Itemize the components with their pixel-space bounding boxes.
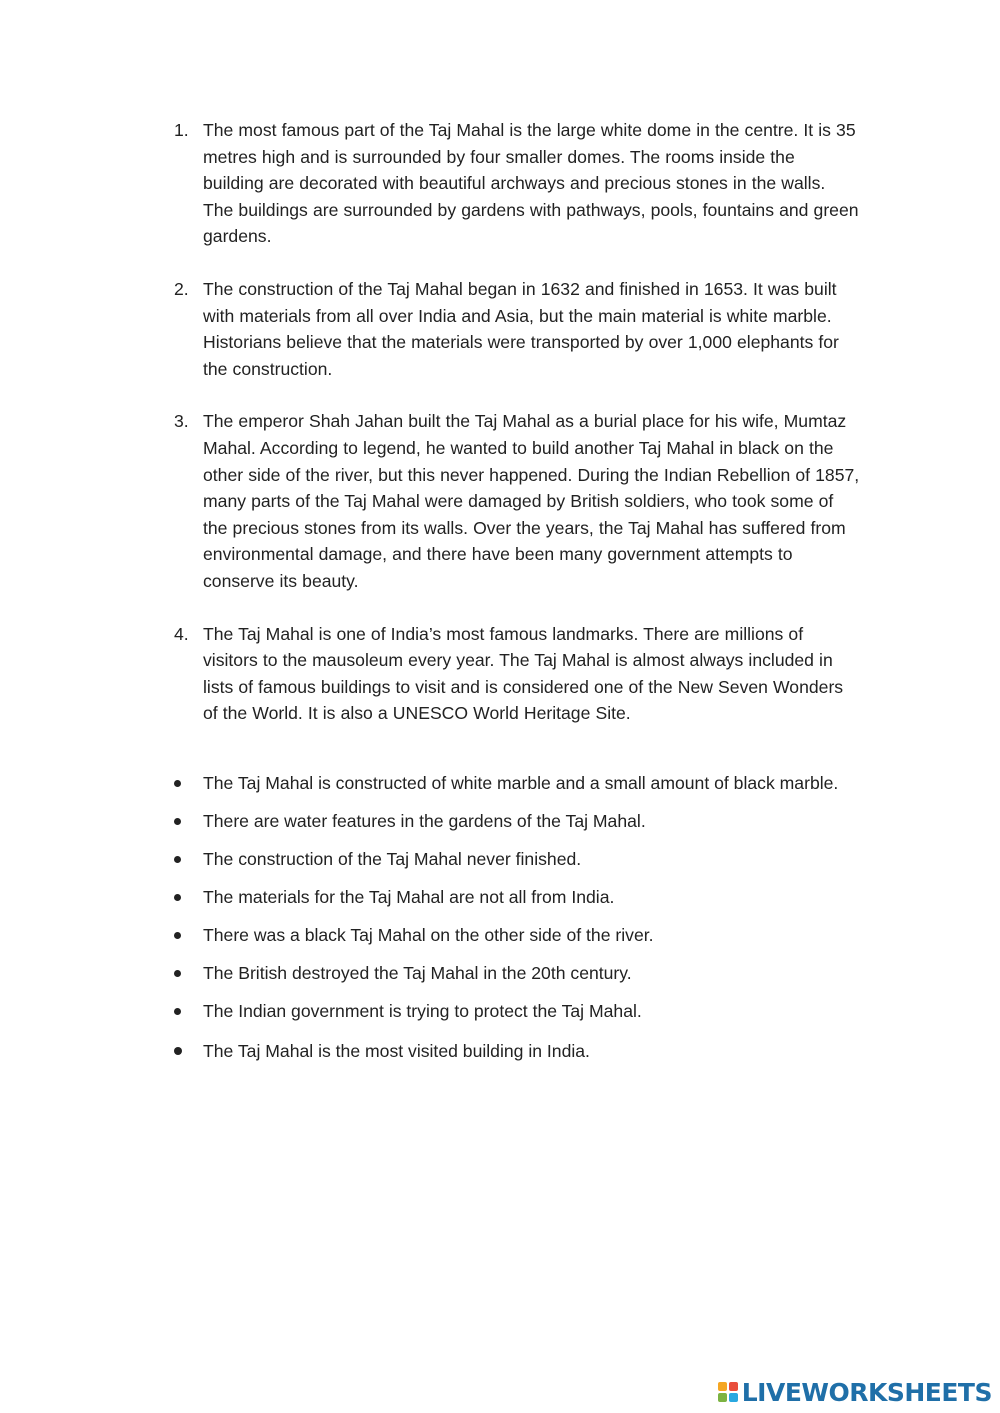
liveworksheets-wordmark: LIVEWORKSHEETS [741, 1377, 992, 1407]
bullet-icon [174, 932, 181, 939]
liveworksheets-icon [718, 1380, 740, 1404]
statement-item [170, 917, 860, 954]
statement-item [170, 765, 860, 802]
statement-text: The Indian government is trying to protect the Taj Mahal. [203, 1001, 642, 1021]
statement-item [170, 803, 860, 840]
paragraph-number: 4. [174, 623, 189, 644]
paragraph-item [170, 408, 860, 594]
bullet-icon [174, 1047, 182, 1055]
statement-item [170, 879, 860, 916]
bullet-icon [174, 856, 181, 863]
statement-item [170, 993, 860, 1030]
statement-text: The British destroyed the Taj Mahal in the 20th century. [203, 963, 632, 983]
bullet-icon [174, 818, 181, 825]
statement-text: There was a black Taj Mahal on the other side of the river. [203, 925, 654, 945]
paragraph-text: The most famous part of the Taj Mahal is the large white dome in the centre. It is 35 metres high and is surrounded by four smaller domes. The rooms inside the building are decorated with beautiful archways and precious stones in the walls. The buildings are surrounded by gardens with pathways, pools, fountains and green gardens. [203, 120, 859, 247]
statement-item [170, 955, 860, 992]
statement-item [170, 841, 860, 878]
paragraph-item [170, 117, 860, 250]
bullet-icon [174, 1008, 181, 1015]
paragraph-number: 3. [174, 411, 189, 432]
statement-text: The Taj Mahal is constructed of white marble and a small amount of black marble. [203, 773, 839, 793]
statement-text: There are water features in the gardens of the Taj Mahal. [203, 811, 646, 831]
statement-text: The construction of the Taj Mahal never finished. [203, 849, 582, 869]
paragraph-item [170, 276, 860, 382]
paragraph-number: 1. [174, 120, 189, 140]
numbered-paragraphs [170, 117, 860, 753]
liveworksheets-logo [718, 1377, 992, 1407]
paragraph-text: The emperor Shah Jahan built the Taj Mahal as a burial place for his wife, Mumtaz Mahal. According to legend, he wanted to build another Taj Mahal in black on the other side of the river, but this never happened. During the Indian Rebellion of 1857, many parts of the Taj Mahal were damaged by British soldiers, who took some of the precious stones from its walls. Over the years, the Taj Mahal has suffered from environmental damage, and there have been many government attempts to conserve its beauty. [203, 411, 860, 591]
bullet-icon [174, 780, 181, 787]
paragraph-number: 2. [174, 278, 189, 299]
paragraph-text: The Taj Mahal is one of India’s most famous landmarks. There are millions of visitors to the mausoleum every year. The Taj Mahal is almost always included in lists of famous buildings to visit and is considered one of the New Seven Wonders of the World. It is also a UNESCO World Heritage Site. [203, 623, 844, 724]
statement-text: The materials for the Taj Mahal are not all from India. [203, 887, 615, 907]
paragraph-text: The construction of the Taj Mahal began in 1632 and finished in 1653. It was built with materials from all over India and Asia, but the main material is white marble. Historians believe that the materials were transported by over 1,000 elephants for the construction. [203, 278, 839, 379]
bullet-icon [174, 970, 181, 977]
bullet-icon [174, 894, 181, 901]
statement-item [170, 1033, 860, 1070]
statement-text: The Taj Mahal is the most visited building in India. [203, 1041, 590, 1061]
paragraph-item [170, 621, 860, 727]
statement-list [170, 765, 860, 1071]
